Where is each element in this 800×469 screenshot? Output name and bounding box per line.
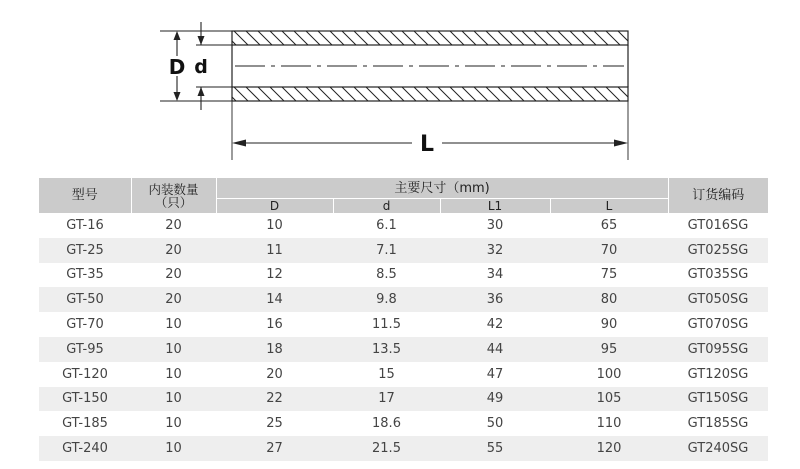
cell-l: 80: [550, 287, 668, 312]
cell-l1: 32: [440, 238, 550, 263]
header-qty-line1: 内装数量: [148, 181, 199, 197]
cell-l1: 44: [440, 337, 550, 362]
cell-qty: 10: [131, 387, 216, 412]
cell-code: GT050SG: [668, 287, 768, 312]
cell-model: GT-50: [39, 287, 131, 312]
cell-d: 15: [333, 362, 440, 387]
cell-l1: 47: [440, 362, 550, 387]
header-sub-L1: L1: [440, 199, 550, 214]
cell-d: 16: [216, 312, 333, 337]
cell-l1: 50: [440, 411, 550, 436]
cell-d: 17: [333, 387, 440, 412]
cell-l: 110: [550, 411, 668, 436]
cell-d: 18.6: [333, 411, 440, 436]
cell-model: GT-95: [39, 337, 131, 362]
cell-l1: 34: [440, 263, 550, 288]
table-row: [39, 411, 768, 436]
cell-d: 25: [216, 411, 333, 436]
cell-model: GT-16: [39, 213, 131, 238]
cell-d: 9.8: [333, 287, 440, 312]
header-sub-L: L: [550, 199, 668, 214]
cell-code: GT095SG: [668, 337, 768, 362]
cell-l1: 36: [440, 287, 550, 312]
cell-l: 100: [550, 362, 668, 387]
cell-code: GT070SG: [668, 312, 768, 337]
cell-d: 14: [216, 287, 333, 312]
cell-code: GT185SG: [668, 411, 768, 436]
cell-qty: 10: [131, 411, 216, 436]
cell-l: 70: [550, 238, 668, 263]
cell-model: GT-70: [39, 312, 131, 337]
cell-model: GT-25: [39, 238, 131, 263]
cell-qty: 10: [131, 312, 216, 337]
table-row: [39, 362, 768, 387]
cell-d: 27: [216, 436, 333, 461]
cell-code: GT240SG: [668, 436, 768, 461]
cell-model: GT-150: [39, 387, 131, 412]
dimension-label-L: L: [419, 132, 435, 157]
cell-d: 21.5: [333, 436, 440, 461]
table-row: [39, 287, 768, 312]
table-row: [39, 312, 768, 337]
cell-l1: 49: [440, 387, 550, 412]
cell-d: 12: [216, 263, 333, 288]
table-row: [39, 213, 768, 238]
header-sub-d: d: [333, 199, 440, 214]
header-sub-D: D: [216, 199, 333, 214]
cell-d: 18: [216, 337, 333, 362]
dimension-label-d: d: [194, 56, 208, 78]
table-row: [39, 387, 768, 412]
cell-model: GT-240: [39, 436, 131, 461]
header-order-code: 订货编码: [668, 178, 768, 213]
cell-d: 22: [216, 387, 333, 412]
cell-l: 105: [550, 387, 668, 412]
cell-l: 65: [550, 213, 668, 238]
cell-code: GT016SG: [668, 213, 768, 238]
dimension-label-D: D: [168, 55, 186, 79]
cell-d: 20: [216, 362, 333, 387]
cell-l1: 55: [440, 436, 550, 461]
cell-qty: 20: [131, 213, 216, 238]
cell-d: 11.5: [333, 312, 440, 337]
header-qty: [131, 178, 216, 213]
cell-d: 13.5: [333, 337, 440, 362]
cell-model: GT-35: [39, 263, 131, 288]
tube-wall-top: [222, 31, 644, 45]
cell-qty: 20: [131, 287, 216, 312]
cell-l: 95: [550, 337, 668, 362]
header-model: 型号: [39, 178, 131, 213]
cell-qty: 10: [131, 436, 216, 461]
cell-l: 120: [550, 436, 668, 461]
header-qty-line2: （只）: [154, 194, 193, 210]
table-row: [39, 337, 768, 362]
spec-table: [39, 178, 768, 461]
cell-code: GT035SG: [668, 263, 768, 288]
cell-qty: 10: [131, 362, 216, 387]
cell-d: 11: [216, 238, 333, 263]
tube-wall-bottom: [222, 87, 644, 101]
cell-model: GT-185: [39, 411, 131, 436]
spec-table-body: [39, 213, 768, 461]
cell-qty: 20: [131, 238, 216, 263]
cell-l: 90: [550, 312, 668, 337]
header-main-dimensions: 主要尺寸（mm): [216, 178, 668, 199]
table-row: [39, 238, 768, 263]
cell-model: GT-120: [39, 362, 131, 387]
cell-d: 6.1: [333, 213, 440, 238]
cell-qty: 10: [131, 337, 216, 362]
cell-d: 10: [216, 213, 333, 238]
table-row: [39, 436, 768, 461]
table-row: [39, 263, 768, 288]
cell-code: GT120SG: [668, 362, 768, 387]
cell-d: 7.1: [333, 238, 440, 263]
cell-l: 75: [550, 263, 668, 288]
cell-code: GT025SG: [668, 238, 768, 263]
cell-l1: 42: [440, 312, 550, 337]
tube-dimension-drawing: [0, 0, 800, 178]
cell-code: GT150SG: [668, 387, 768, 412]
cell-d: 8.5: [333, 263, 440, 288]
cell-qty: 20: [131, 263, 216, 288]
cell-l1: 30: [440, 213, 550, 238]
